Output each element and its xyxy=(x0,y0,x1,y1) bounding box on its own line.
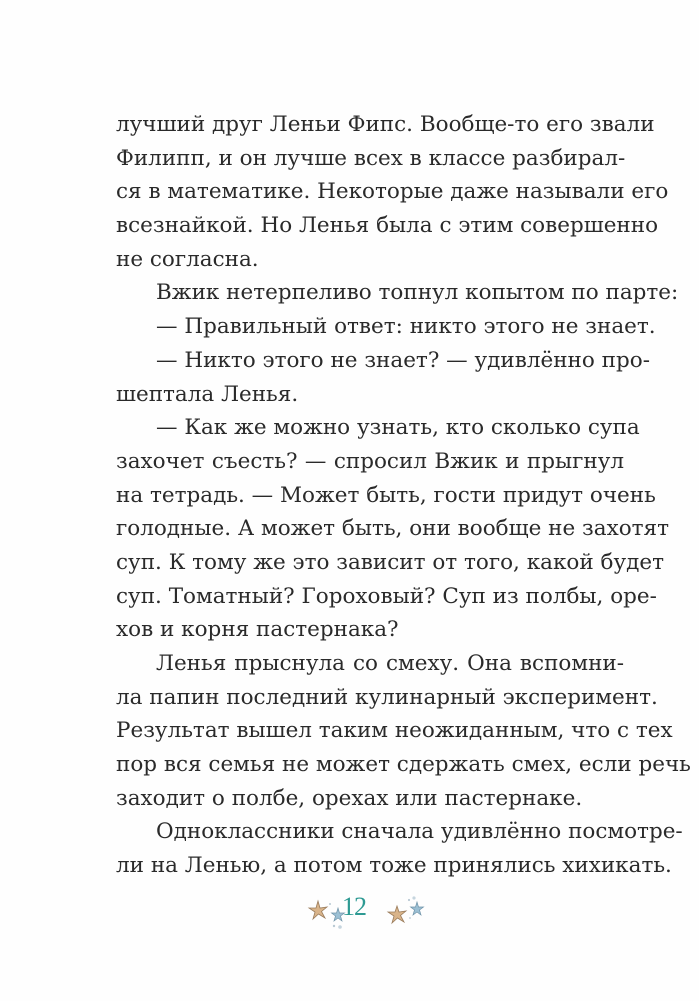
text-line: суп. Томатный? Гороховый? Суп из полбы, оре- xyxy=(116,583,657,609)
text-line: заходит о полбе, орехах или пастернаке. xyxy=(116,785,583,811)
text-line: хов и корня пастернака? xyxy=(116,617,399,643)
text-line: Филипп, и он лучше всех в классе разбирал- xyxy=(116,145,626,171)
text-line: Результат вышел таким неожиданным, что с тех xyxy=(116,718,673,744)
text-line: — Никто этого не знает? — удивлённо про- xyxy=(156,347,650,373)
text-line: не согласна. xyxy=(116,246,259,272)
text-line: Одноклассники сначала удивлённо посмотре- xyxy=(156,819,683,845)
text-line: ся в математике. Некоторые даже называли его xyxy=(116,179,669,205)
text-line: Ленья прыснула со смеху. Она вспомни- xyxy=(156,651,624,676)
text-line: Вжик нетерпеливо топнул копытом по парте: xyxy=(156,280,679,306)
text-line: голодные. А может быть, они вообще не захотят xyxy=(116,516,669,542)
body-text xyxy=(116,108,691,883)
text-line: — Правильный ответ: никто этого не знает. xyxy=(156,314,656,340)
text-line: суп. К тому же это зависит от того, какой будет xyxy=(116,549,664,575)
text-line: всезнайкой. Но Ленья была с этим совершенно xyxy=(116,213,659,239)
text-line: ли на Ленью, а потом тоже принялись хихикать. xyxy=(116,853,672,879)
page-footer xyxy=(0,886,699,946)
stars-right-icon xyxy=(383,894,429,928)
text-line: на тетрадь. — Может быть, гости придут очень xyxy=(116,482,656,508)
text-line: пор вся семья не может сдержать смех, если речь xyxy=(116,752,691,778)
text-line: ла папин последний кулинарный эксперимент. xyxy=(116,684,658,710)
text-line: захочет съесть? — спросил Вжик и прыгнул xyxy=(116,448,624,474)
text-line: лучший друг Леньи Фипс. Вообще-то его звали xyxy=(116,112,655,137)
text-line: — Как же можно узнать, кто сколько супа xyxy=(156,415,640,441)
text-line: шептала Ленья. xyxy=(116,381,299,407)
page-number: 12 xyxy=(342,892,366,921)
